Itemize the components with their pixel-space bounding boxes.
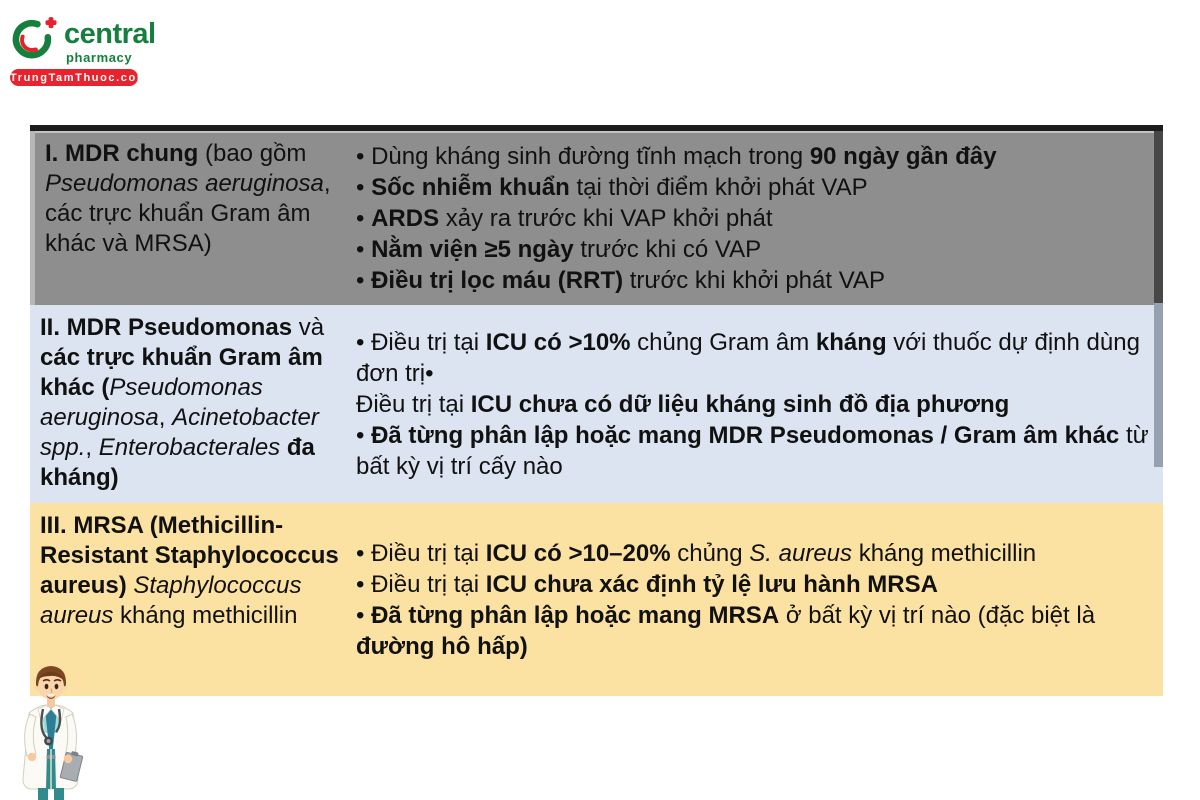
criteria-item: • Điều trị tại ICU có >10–20% chủng S. aureus kháng methicillin <box>356 539 1037 567</box>
criteria-item: Điều trị tại ICU chưa có dữ liệu kháng sinh đồ địa phương <box>356 390 1010 418</box>
criteria-item: • Đã từng phân lập hoặc mang MDR Pseudomonas / Gram âm khác từ bất kỳ vị trí cấy nào <box>356 421 1149 480</box>
row-title: III. MRSA (Methicillin-Resistant Staphylococcus aureus) Staphylococcus aureus kháng methicillin <box>40 512 339 629</box>
row-title: II. MDR Pseudomonas và các trực khuẩn Gram âm khác (Pseudomonas aeruginosa, Acinetobacter spp., Enterobacterales đa kháng) <box>40 314 325 491</box>
criteria-item: • Điều trị lọc máu (RRT) trước khi khởi phát VAP <box>356 266 885 294</box>
table-row-mrsa <box>30 503 1163 696</box>
criteria-item: • Điều trị tại ICU chưa xác định tỷ lệ lưu hành MRSA <box>356 570 938 598</box>
central-pharmacy-logo <box>10 14 160 86</box>
criteria-item: • Điều trị tại ICU có >10% chủng Gram âm kháng với thuốc dự định dùng đơn trị• <box>356 328 1140 387</box>
logo-c-icon <box>10 14 60 62</box>
doctor-mascot-illustration <box>4 661 98 800</box>
brand-name: central <box>64 18 156 50</box>
brand-banner: TrungTamThuoc.com <box>10 69 138 86</box>
criteria-cell <box>352 131 1163 305</box>
criteria-cell <box>352 503 1163 696</box>
brand-subtitle: pharmacy <box>66 50 133 65</box>
criteria-item: • Dùng kháng sinh đường tĩnh mạch trong 90 ngày gần đây <box>356 142 997 170</box>
criteria-item: • Sốc nhiễm khuẩn tại thời điểm khởi phát VAP <box>356 173 868 201</box>
criteria-cell <box>352 305 1163 503</box>
row-title: I. MDR chung (bao gồm Pseudomonas aeruginosa, các trực khuẩn Gram âm khác và MRSA) <box>45 140 331 257</box>
mdr-risk-factor-table <box>30 125 1163 696</box>
row-header-cell <box>30 305 352 503</box>
right-edge-artifact <box>1154 131 1163 467</box>
row-header-cell <box>35 131 352 305</box>
table-row-mdr-general <box>30 131 1163 305</box>
criteria-item: • Nằm viện ≥5 ngày trước khi có VAP <box>356 235 762 263</box>
criteria-item: • Đã từng phân lập hoặc mang MRSA ở bất kỳ vị trí nào (đặc biệt là đường hô hấp) <box>356 601 1096 660</box>
criteria-item: • ARDS xảy ra trước khi VAP khởi phát <box>356 204 773 232</box>
table-row-mdr-pseudomonas <box>30 305 1163 503</box>
